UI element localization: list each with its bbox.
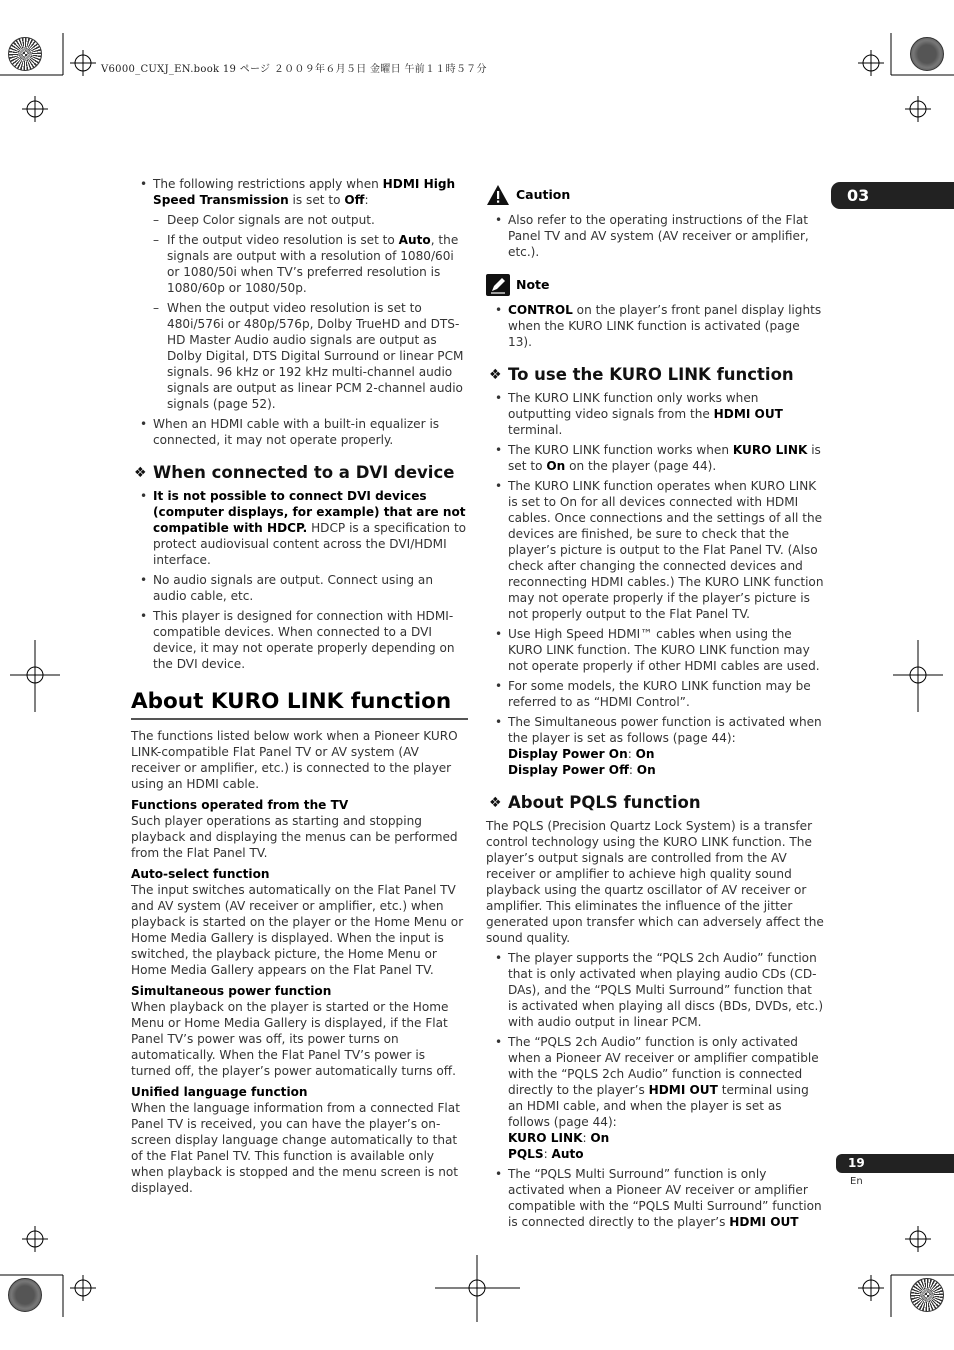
diamond-icon: ❖ [489,795,502,811]
subheading: Simultaneous power function [131,984,332,998]
intro-paragraph: The PQLS (Precision Quartz Lock System) is a transfer control technology using the KURO LINK function. The player’s output signals are controlled from the AV receiver or amplifier to achieve high quality sound playback using the quartz oscillator of AV receiver or amplifier. This eliminates the influence of the jitter generated upon transfer which can adversely affect the sound quality. [486,819,824,945]
warning-triangle-icon [486,184,510,206]
list-item: • The KURO LINK function works when KURO LINK is set to On on the player (page 44). [486,442,824,474]
left-column [131,176,468,1196]
right-column [486,184,824,1234]
list-item: • Also refer to the operating instructions of the Flat Panel TV and AV system (AV receiver or amplifier, etc.). [486,212,824,260]
list-item: • The KURO LINK function operates when KURO LINK is set to On for all devices connected with HDMI cables. Once connections and the settings of all the devices are finished, be sure to check that the player’s picture is output to the Flat Panel TV. (Also check after changing the connected devices and reconnecting HDMI cables.) The KURO LINK function may not operate properly if the player’s picture is not properly output to the Flat Panel TV. [486,478,824,622]
pencil-note-icon [486,274,510,296]
section-heading: ❖ When connected to a DVI device [134,463,455,482]
list-item: • The player supports the “PQLS 2ch Audio” function that is only activated when playing audio CDs (CD-DAs), and the “PQLS Multi Surround” function that is activated when playing all discs (BDs, DVDs, etc.) with audio output in linear PCM. [486,950,824,1030]
list-item: • The “PQLS Multi Surround” function is only activated when a Pioneer AV receiver or amplifier compatible with the “PQLS Multi Surround” function is connected directly to the player’s HDMI OUT [486,1166,824,1230]
chapter-tab: 03 [831,182,954,209]
subheading: Auto-select function [131,867,270,881]
page-number: 19 [836,1154,954,1173]
list-item: – If the output video resolution is set to Auto, the signals are output with a resolution of 1080/60i or 1080/50i when TV’s preferred resolution is 1080/60p or 1080/50p. [153,232,468,296]
note-list [486,302,824,350]
list-item: • The Simultaneous power function is activated when the player is set as follows (page 44): Display Power On: On Display Power Off: On [486,714,824,778]
list-item: • CONTROL on the player’s front panel display lights when the KURO LINK function is activated (page 13). [486,302,824,350]
caution-list [486,212,824,260]
sub-list [153,212,468,412]
restrictions-list [131,176,468,448]
list-item: • The “PQLS 2ch Audio” function is only activated when a Pioneer AV receiver or amplifier compatible with the “PQLS 2ch Audio” function is connected directly to the player’s HDMI OUT terminal using an HDMI cable, and when the player is set as follows (page 44): KURO LINK: On PQLS: Auto [486,1034,824,1162]
page-title: About KURO LINK function [131,688,468,720]
list-item: • It is not possible to connect DVI devices (computer displays, for example) that are not compatible with HDCP. HDCP is a specification to protect audiovisual content across the DVI/HDMI interface. [131,488,468,568]
list-item: – When the output video resolution is set to 480i/576i or 480p/576p, Dolby TrueHD and DTS-HD Master Audio audio signals are output as Dolby Digital, DTS Digital Surround or linear PCM signals. 96 kHz or 192 kHz multi-channel audio signals are output as linear PCM 2-channel audio signals (page 52). [153,300,468,412]
section-heading: ❖ About PQLS function [489,793,701,812]
dvi-list [131,488,468,672]
list-item: • No audio signals are output. Connect using an audio cable, etc. [131,572,468,604]
list-item: • This player is designed for connection with HDMI-compatible devices. When connected to a DVI device, it may not operate properly depending on the DVI device. [131,608,468,672]
list-item: • The following restrictions apply when HDMI High Speed Transmission is set to Off: – Deep Color signals are not output. – If the output video resolution is set to Auto, the signals are output with a resolution of 1080/60i or 1080/50i when TV’s preferred resolution is 1080/60p or 1080/50p. – When the output video resolution is set to 480i/576i or 480p/576p, Dolby TrueHD and DTS-HD Master Audio audio signals are output as Dolby Digital, DTS Digital Surround or linear PCM signals. 96 kHz or 192 kHz multi-channel audio signals are output as linear PCM 2-channel audio signals (page 52). [131,176,468,412]
diamond-icon: ❖ [489,367,502,383]
print-meta-line: V6000_CUXJ_EN.book 19 ページ ２００９年６月５日 金曜日 午前１１時５７分 [101,64,487,75]
subheading: Unified language function [131,1085,308,1099]
paragraph: The input switches automatically on the Flat Panel TV and AV system (AV receiver or amplifier, etc.) when playback is started on the player or the Home Menu or Home Media Gallery is displayed. When the input is switched, the playback picture, the Home Menu or Home Media Gallery appears on the Flat Panel TV. [131,883,464,977]
list-item: • The KURO LINK function only works when outputting video signals from the HDMI OUT terminal. [486,390,824,438]
language-label: En [850,1176,863,1187]
paragraph: When playback on the player is started or the Home Menu or Home Media Gallery is displayed, if the Flat Panel TV’s power was off, its power turns on automatically. When the Flat Panel TV’s power is turned off, the player’s power automatically turns off. [131,1000,456,1078]
subheading: Functions operated from the TV [131,798,349,812]
list-item: • Use High Speed HDMI™ cables when using the KURO LINK function. The KURO LINK function may not operate properly if other HDMI cables are used. [486,626,824,674]
kuro-link-usage-list [486,390,824,778]
list-item: • For some models, the KURO LINK function may be referred to as “HDMI Control”. [486,678,824,710]
pqls-list [486,950,824,1230]
list-item: • When an HDMI cable with a built-in equalizer is connected, it may not operate properly. [131,416,468,448]
paragraph: Such player operations as starting and stopping playback and displaying the menus can be performed from the Flat Panel TV. [131,814,458,860]
diamond-icon: ❖ [134,465,147,481]
intro-paragraph: The functions listed below work when a Pioneer KURO LINK-compatible Flat Panel TV or AV system (AV receiver or amplifier, etc.) is connected to the player using an HDMI cable. [131,729,458,791]
list-item: – Deep Color signals are not output. [153,212,468,228]
paragraph: When the language information from a connected Flat Panel TV is received, you can have the player’s on-screen display language change automatically to that of the Flat Panel TV. This function is available only when playback is stopped and the menu screen is not displayed. [131,1101,460,1195]
section-heading: ❖ To use the KURO LINK function [489,365,794,384]
note-header: Note [486,274,824,296]
caution-header: Caution [486,184,824,206]
